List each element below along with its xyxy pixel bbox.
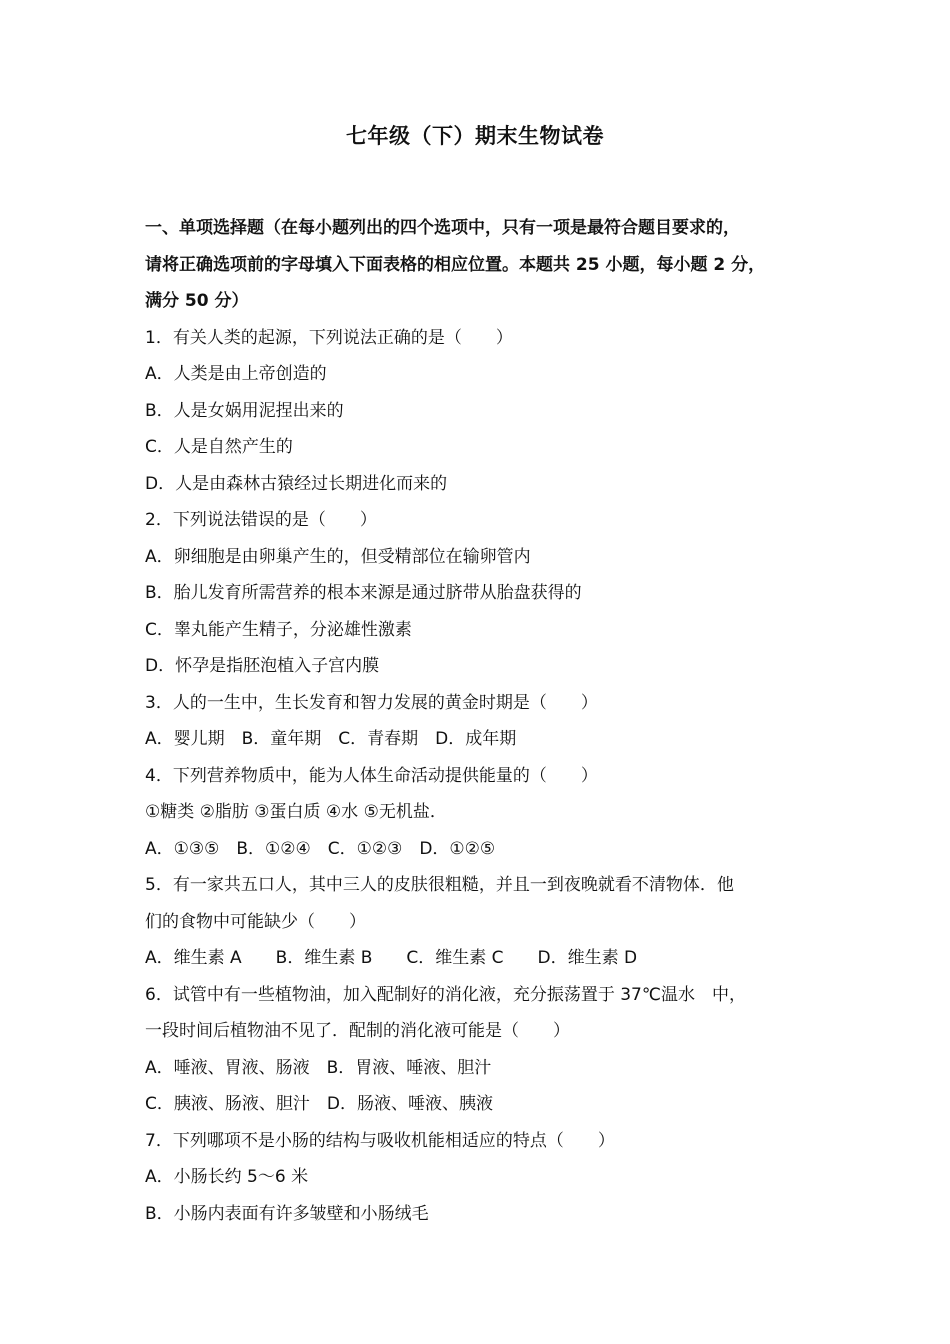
option-line: A．唾液、胃液、肠液 B．胃液、唾液、胆汁 [145,1057,492,1078]
question-1: 1．有关人类的起源，下列说法正确的是（ ） [145,327,513,348]
page-title: 七年级（下）期末生物试卷 [346,124,604,148]
exam-content [145,210,835,1232]
question-2: 2．下列说法错误的是（ ） [145,510,377,530]
option-line: C．人是自然产生的 [145,437,293,457]
question-6-continued: 一段时间后植物油不见了．配制的消化液可能是（ ） [145,1021,570,1041]
question-4: 4．下列营养物质中，能为人体生命活动提供能量的（ ） [145,765,598,786]
option-line: C．睾丸能产生精子，分泌雄性激素 [145,619,412,640]
option-line: B．人是女娲用泥捏出来的 [145,400,344,421]
option-line: B．胎儿发育所需营养的根本来源是通过脐带从胎盘获得的 [145,583,582,603]
section-heading-line: 满分 50 分） [145,291,249,311]
option-line: A．维生素 A B．维生素 B C．维生素 C D．维生素 D [145,948,638,968]
question-7: 7．下列哪项不是小肠的结构与吸收机能相适应的特点（ ） [145,1130,615,1151]
option-line: D．怀孕是指胚泡植入子宫内膜 [145,656,380,676]
option-line: A．人类是由上帝创造的 [145,364,327,384]
option-line: A．①③⑤ B．①②④ C．①②③ D．①②⑤ [145,838,496,859]
option-line: C．胰液、肠液、胆汁 D．肠液、唾液、胰液 [145,1094,493,1114]
section-heading-line: 一、单项选择题（在每小题列出的四个选项中，只有一项是最符合题目要求的， [145,218,740,238]
option-line: B．小肠内表面有许多皱壁和小肠绒毛 [145,1203,429,1224]
question-5-continued: 们的食物中可能缺少（ ） [145,911,366,932]
option-line: D．人是由森林古猿经过长期进化而来的 [145,473,448,494]
option-line: A．婴儿期 B．童年期 C．青春期 D．成年期 [145,729,517,749]
option-line: A．小肠长约 5～6 米 [145,1167,309,1187]
question-6: 6．试管中有一些植物油，加入配制好的消化液，充分振荡置于 37℃温水 中， [145,984,746,1005]
item-list-line: ①糖类 ②脂肪 ③蛋白质 ④水 ⑤无机盐． [145,802,447,822]
question-5: 5．有一家共五口人，其中三人的皮肤很粗糙，并且一到夜晚就看不清物体．他 [145,875,734,895]
section-heading-line: 请将正确选项前的字母填入下面表格的相应位置。本题共 25 小题，每小题 2 分， [145,254,766,275]
option-line: A．卵细胞是由卵巢产生的，但受精部位在输卵管内 [145,546,531,567]
question-3: 3．人的一生中，生长发育和智力发展的黄金时期是（ ） [145,692,598,713]
